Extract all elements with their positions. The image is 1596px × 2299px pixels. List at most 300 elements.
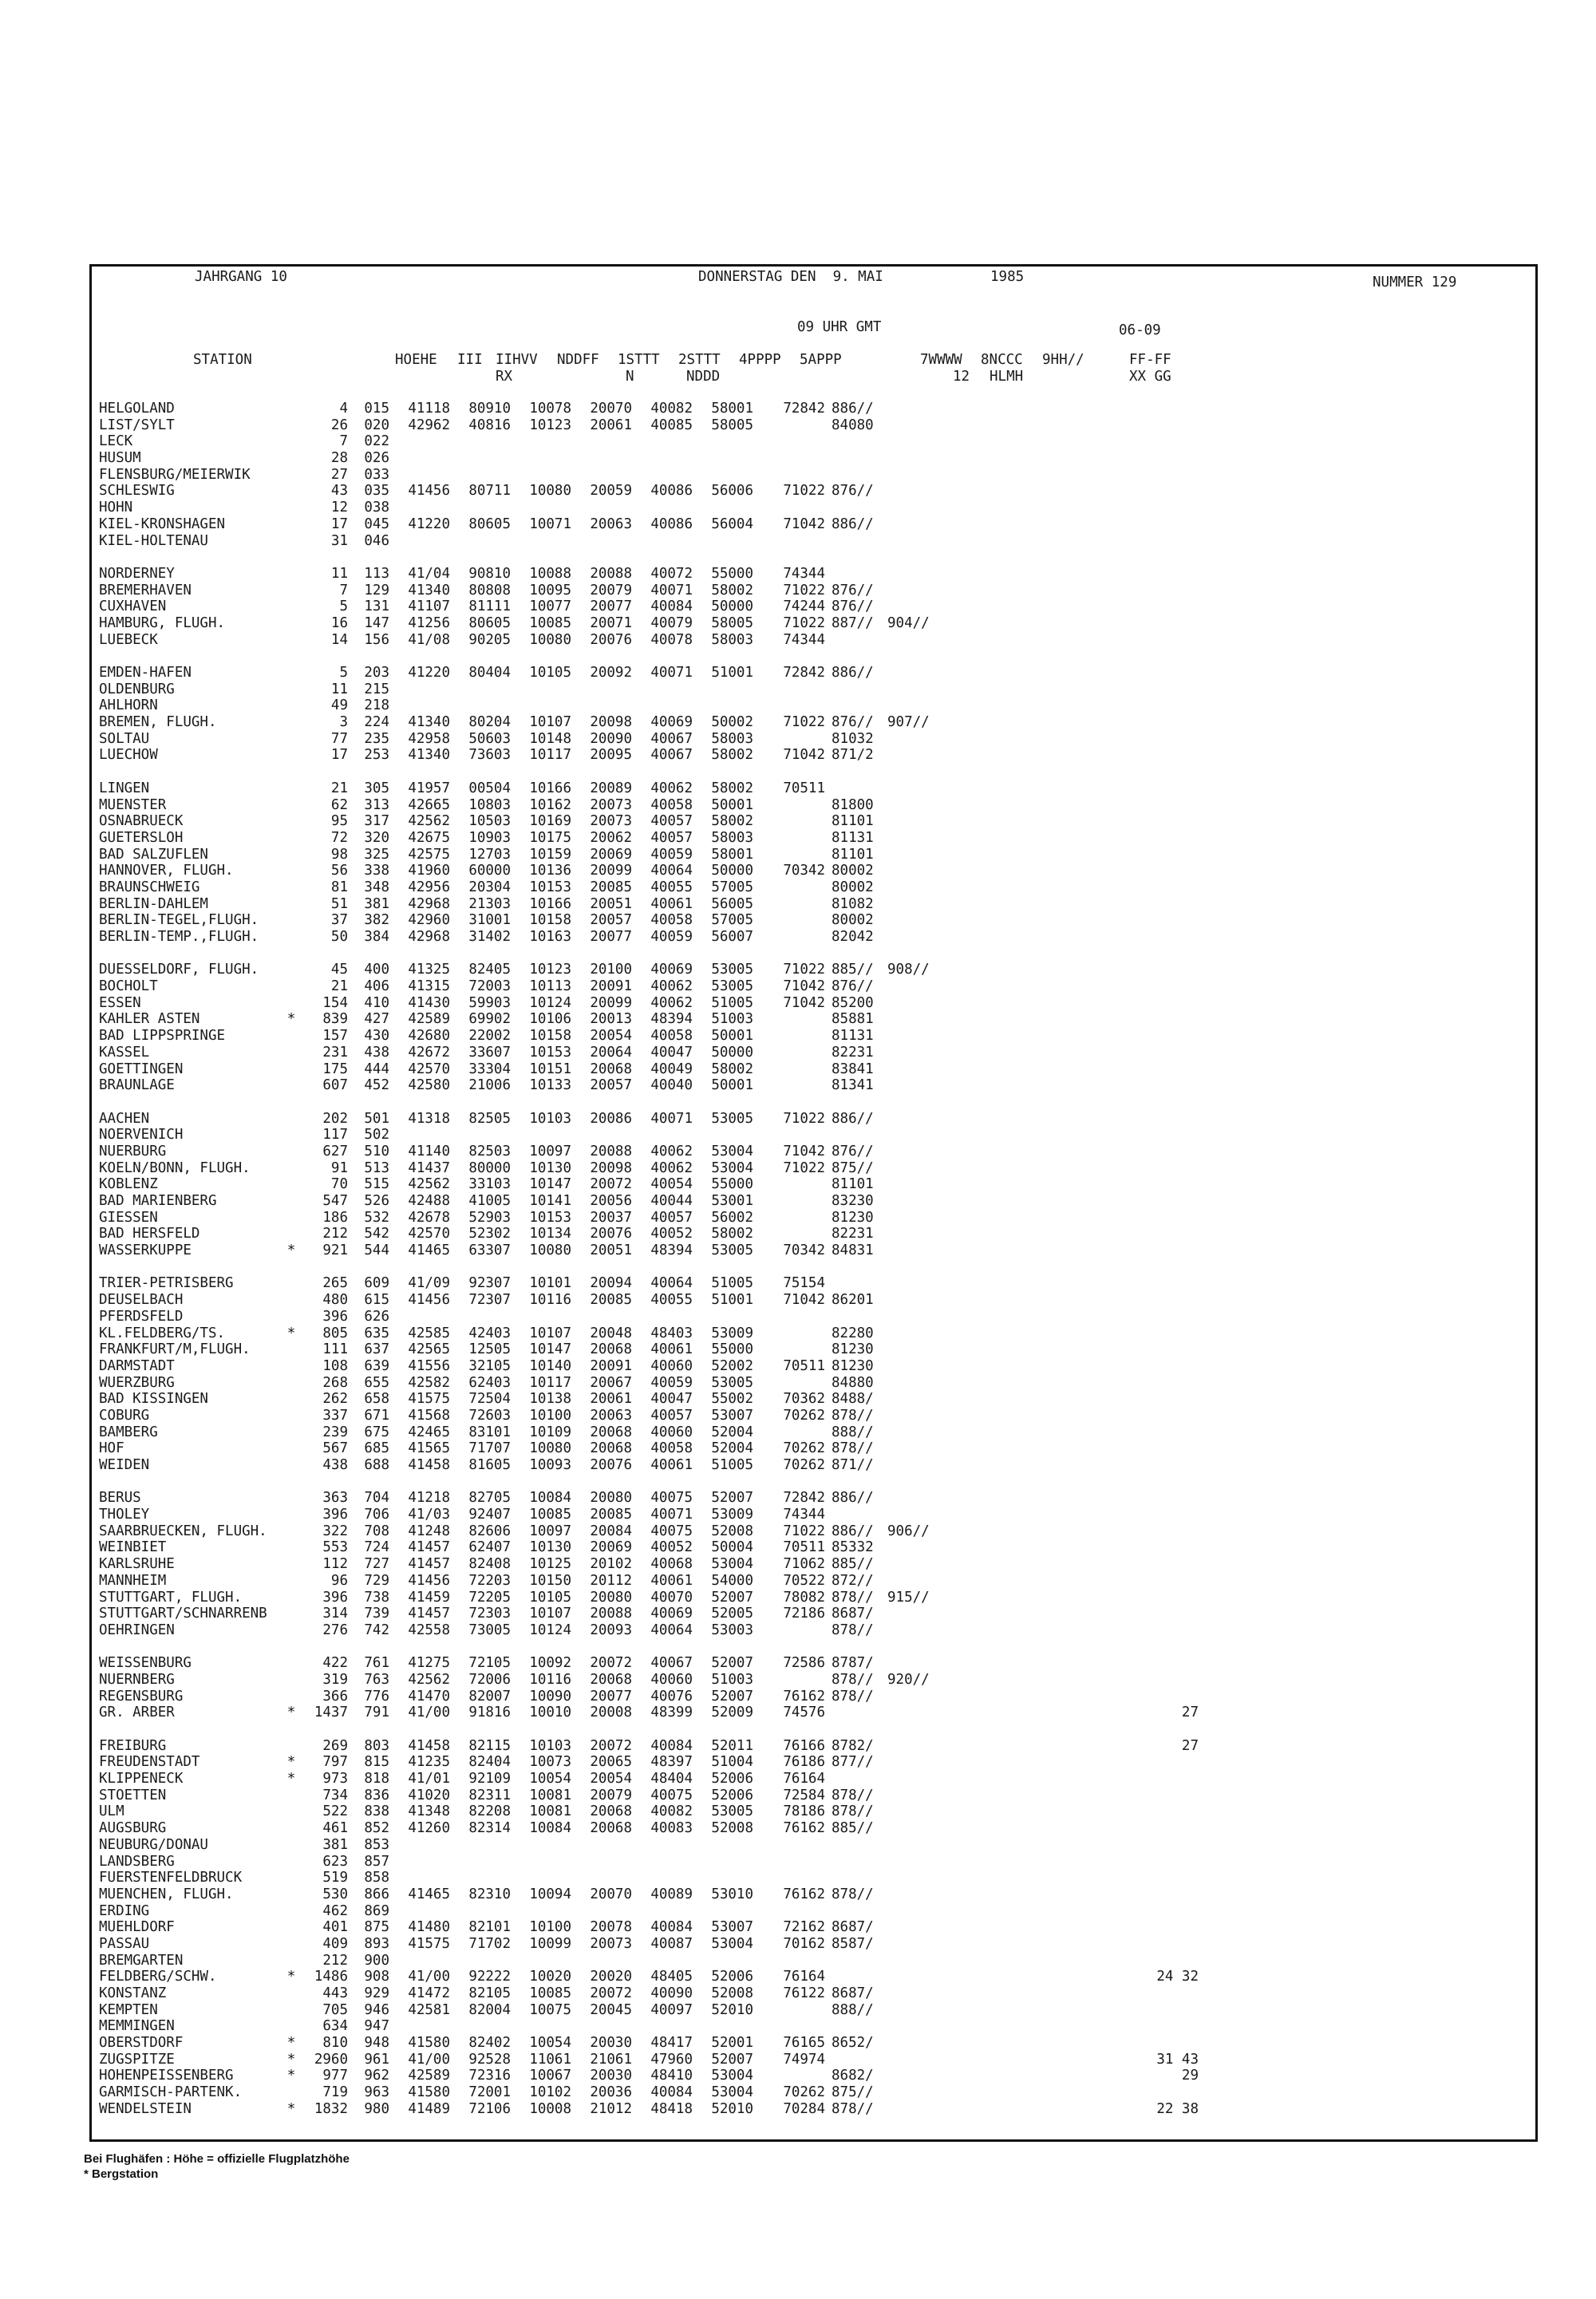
synop-group: 53009 [711,1325,753,1341]
synop-group: 33103 [468,1176,511,1193]
synop-group: 82314 [468,1820,511,1837]
synop-group: 10054 [529,2035,571,2052]
synop-group: 50001 [711,796,753,813]
station-height: 5 [339,598,348,615]
cloud-group: 83841 [832,1061,874,1077]
wind-gust-group: 31 43 [1156,2051,1199,2068]
station-height: 50 [330,929,348,945]
synop-group: 82402 [468,2035,511,2052]
table-row [99,1176,1199,1193]
table-row [99,1523,1199,1540]
station-height: 719 [322,2084,348,2101]
table-row [99,1011,1199,1028]
station-height: 98 [330,846,348,863]
table-row [99,697,1199,714]
synop-group: 71702 [468,1935,511,1952]
synop-group: 41580 [408,2084,450,2101]
station-number: 947 [364,2018,389,2035]
synop-group: 10158 [529,912,571,929]
cloud-group: 84080 [832,417,874,433]
synop-group: 20072 [590,1176,632,1193]
synop-group: 41465 [408,1886,450,1902]
table-row [99,978,1199,995]
synop-group: 52903 [468,1209,511,1226]
station-number: 685 [364,1440,389,1457]
synop-group: 40061 [650,1341,693,1358]
synop-group: 42678 [408,1209,450,1226]
mountain-station-mark: * [286,1704,296,1721]
station-height: 530 [322,1886,348,1902]
synop-group: 10020 [529,1969,571,1985]
station-height: 117 [322,1127,348,1144]
station-name: TRIER-PETRISBERG [99,1275,234,1292]
station-name: KAHLER ASTEN [99,1011,200,1028]
synop-group: 50000 [711,598,753,615]
synop-group: 10162 [529,796,571,813]
station-height: 337 [322,1407,348,1424]
station-number: 776 [364,1688,389,1704]
station-name: GARMISCH-PARTENK. [99,2084,243,2101]
station-number: 635 [364,1325,389,1341]
station-height: 16 [330,614,348,631]
station-number: 869 [364,1902,389,1919]
table-row [99,450,1199,467]
wind-gust-group: 29 [1181,2068,1199,2084]
synop-group: 82105 [468,1985,511,2001]
station-height: 108 [322,1357,348,1374]
weather-group: 76164 [783,1771,825,1787]
station-height: 7 [339,433,348,450]
synop-group: 58002 [711,582,753,598]
station-height: 5 [339,665,348,681]
station-height: 839 [322,1011,348,1028]
weather-group: 70511 [783,1357,825,1374]
synop-group: 40068 [650,1556,693,1573]
synop-group: 10090 [529,1688,571,1704]
station-height: 3 [339,714,348,731]
cloud-group: 8682/ [832,2068,874,2084]
synop-group: 10078 [529,401,571,417]
table-row [99,1144,1199,1160]
weather-group: 75154 [783,1275,825,1292]
station-height: 623 [322,1853,348,1870]
table-row [99,1655,1199,1672]
station-height: 921 [322,1242,348,1259]
jahrgang: JAHRGANG 10 [195,269,287,285]
synop-group: 41348 [408,1803,450,1820]
station-height: 607 [322,1077,348,1094]
synop-group: 20065 [590,1754,632,1771]
synop-group: 42960 [408,912,450,929]
weather-group: 76122 [783,1985,825,2001]
weather-group: 70511 [783,1539,825,1556]
table-row [99,467,1199,484]
station-name: NUERBURG [99,1143,167,1159]
table-row [99,1771,1199,1787]
synop-group: 41580 [408,2035,450,2052]
table-row [99,1242,1199,1259]
table-row [99,1539,1199,1556]
table-row [99,1077,1199,1094]
station-name: FRANKFURT/M,FLUGH. [99,1341,251,1358]
table-row [99,1408,1199,1424]
station-number: 866 [364,1886,389,1902]
synop-group: 20093 [590,1622,632,1638]
station-number: 637 [364,1341,389,1358]
station-name: WASSERKUPPE [99,1242,192,1259]
synop-group: 40070 [650,1589,693,1606]
station-height: 4 [339,401,348,417]
synop-group: 40079 [650,614,693,631]
synop-group: 52005 [711,1606,753,1622]
station-number: 893 [364,1935,389,1952]
weather-group: 71022 [783,962,825,978]
table-row [99,1457,1199,1474]
station-name: LUEBECK [99,631,158,648]
synop-group: 10803 [468,796,511,813]
synop-group: 73603 [468,747,511,764]
synop-group: 42958 [408,730,450,747]
synop-group: 20037 [590,1209,632,1226]
col-iii: III [457,352,483,368]
station-number: 675 [364,1424,389,1440]
station-name: BOCHOLT [99,978,158,995]
synop-group: 10116 [529,1292,571,1309]
synop-group: 10077 [529,598,571,615]
synop-group: 53005 [711,1803,753,1820]
station-number: 724 [364,1539,389,1556]
synop-group: 48418 [650,2100,693,2117]
synop-group: 42589 [408,1011,450,1028]
synop-group: 40084 [650,598,693,615]
cloud-group: 875// [832,1159,874,1176]
cloud-group: 8587/ [832,1935,874,1952]
synop-group: 10166 [529,780,571,796]
mountain-station-mark: * [286,2068,296,2084]
synop-group: 48410 [650,2068,693,2084]
station-name: EMDEN-HAFEN [99,665,192,681]
table-row [99,1622,1199,1639]
table-row [99,433,1199,450]
synop-group: 10124 [529,994,571,1011]
synop-group: 20091 [590,978,632,995]
synop-group: 71707 [468,1440,511,1457]
table-row [99,780,1199,797]
station-name: SAARBRUECKEN, FLUGH. [99,1523,267,1539]
synop-group: 58002 [711,813,753,830]
synop-group: 40057 [650,813,693,830]
weather-group: 70284 [783,2100,825,2117]
synop-group: 72316 [468,2068,511,2084]
synop-group: 55000 [711,565,753,582]
weather-group: 70262 [783,1457,825,1473]
synop-group: 53005 [711,1242,753,1259]
synop-group: 20090 [590,730,632,747]
synop-group: 41248 [408,1523,450,1539]
synop-group: 10158 [529,1028,571,1045]
cloud-group: 81082 [832,895,874,912]
cloud-group: 82042 [832,929,874,945]
station-number: 857 [364,1853,389,1870]
table-row [99,1854,1199,1870]
synop-group: 10105 [529,1589,571,1606]
synop-group: 42565 [408,1341,450,1358]
synop-group: 41/03 [408,1507,450,1523]
synop-group: 51001 [711,1292,753,1309]
table-row [99,1507,1199,1523]
synop-group: 40084 [650,1919,693,1936]
report-year: 1985 [990,269,1025,285]
synop-group: 50603 [468,730,511,747]
weather-group: 74344 [783,565,825,582]
synop-group: 32105 [468,1357,511,1374]
table-row [99,1226,1199,1242]
col-nddff: NDDFF [557,352,599,368]
synop-group: 53005 [711,962,753,978]
synop-group: 40062 [650,1143,693,1159]
synop-group: 10071 [529,515,571,532]
station-name: BAMBERG [99,1424,158,1440]
synop-group: 20100 [590,962,632,978]
group-separator [99,1721,1199,1738]
cloud-group: 888// [832,2001,874,2018]
station-name: DEUSELBACH [99,1292,184,1309]
synop-group: 41472 [408,1985,450,2001]
station-name: ESSEN [99,994,141,1011]
station-number: 727 [364,1556,389,1573]
station-number: 818 [364,1771,389,1787]
synop-group: 20078 [590,1919,632,1936]
synop-group: 48394 [650,1242,693,1259]
station-number: 438 [364,1044,389,1061]
table-row [99,1936,1199,1953]
synop-group: 20068 [590,1803,632,1820]
col-ff: FF-FF [1129,352,1171,368]
station-height: 70 [330,1176,348,1193]
synop-group: 20076 [590,1226,632,1242]
synop-group: 42581 [408,2001,450,2018]
weather-group: 71022 [783,483,825,500]
station-height: 363 [322,1490,348,1507]
table-row [99,401,1199,417]
station-height: 17 [330,515,348,532]
synop-group: 22002 [468,1028,511,1045]
synop-group: 21061 [590,2051,632,2068]
station-height: 461 [322,1820,348,1837]
station-height: 2960 [314,2051,348,2068]
synop-group: 20080 [590,1589,632,1606]
station-name: FREIBURG [99,1737,167,1754]
synop-group: 41/09 [408,1275,450,1292]
synop-group: 10153 [529,1044,571,1061]
synop-group: 42582 [408,1374,450,1391]
synop-group: 53004 [711,1159,753,1176]
weather-group: 71022 [783,714,825,731]
cloud-group: 82280 [832,1325,874,1341]
synop-group: 20070 [590,401,632,417]
cloud-group: 871// [832,1457,874,1473]
table-row [99,516,1199,533]
weather-group: 78082 [783,1589,825,1606]
station-name: AACHEN [99,1110,150,1127]
station-number: 532 [364,1209,389,1226]
synop-group: 10080 [529,483,571,500]
weather-group: 74344 [783,631,825,648]
station-number: 113 [364,565,389,582]
synop-group: 42570 [408,1226,450,1242]
station-number: 406 [364,978,389,995]
visibility-group: 904// [887,614,930,631]
cloud-group: 886// [832,401,874,417]
table-row [99,533,1199,550]
station-name: MEMMINGEN [99,2018,175,2035]
synop-group: 10106 [529,1011,571,1028]
weather-group: 74576 [783,1704,825,1721]
synop-group: 40055 [650,1292,693,1309]
weather-group: 72842 [783,665,825,681]
station-name: HOHN [99,500,133,516]
table-row [99,962,1199,978]
synop-group: 20089 [590,780,632,796]
synop-group: 82408 [468,1556,511,1573]
synop-group: 80605 [468,515,511,532]
synop-group: 50001 [711,1077,753,1094]
station-name: BREMEN, FLUGH. [99,714,217,731]
table-row [99,879,1199,896]
synop-group: 00504 [468,780,511,796]
table-row [99,1556,1199,1573]
col-9hh: 9HH// [1042,352,1084,368]
station-name: BAD MARIENBERG [99,1193,217,1209]
station-name: ZUGSPITZE [99,2051,175,2068]
station-name: SOLTAU [99,730,150,747]
station-height: 265 [322,1275,348,1292]
station-number: 838 [364,1803,389,1820]
synop-group: 20067 [590,1374,632,1391]
cloud-group: 885// [832,1556,874,1573]
synop-group: 20073 [590,796,632,813]
weather-group: 71022 [783,1110,825,1127]
synop-group: 20098 [590,714,632,731]
station-name: ULM [99,1803,124,1820]
synop-group: 72106 [468,2100,511,2117]
station-number: 427 [364,1011,389,1028]
synop-group: 41340 [408,714,450,731]
station-number: 515 [364,1176,389,1193]
station-name: BRAUNLAGE [99,1077,175,1094]
synop-group: 60000 [468,863,511,879]
station-height: 438 [322,1457,348,1473]
table-row [99,995,1199,1012]
synop-group: 41256 [408,614,450,631]
weather-group: 74344 [783,1507,825,1523]
synop-group: 80711 [468,483,511,500]
station-name: BERLIN-TEMP.,FLUGH. [99,929,259,945]
station-name: HOF [99,1440,124,1457]
synop-group: 20008 [590,1704,632,1721]
mountain-station-mark: * [286,1771,296,1787]
synop-group: 10073 [529,1754,571,1771]
synop-group: 20061 [590,1391,632,1408]
synop-group: 20068 [590,1671,632,1688]
synop-group: 20088 [590,565,632,582]
synop-group: 40047 [650,1044,693,1061]
synop-group: 20073 [590,813,632,830]
station-number: 639 [364,1357,389,1374]
synop-group: 20013 [590,1011,632,1028]
station-height: 276 [322,1622,348,1638]
station-name: KASSEL [99,1044,150,1061]
synop-group: 42403 [468,1325,511,1341]
synop-group: 41568 [408,1407,450,1424]
synop-group: 10163 [529,929,571,945]
table-row [99,1061,1199,1078]
synop-group: 20036 [590,2084,632,2101]
synop-group: 52010 [711,2100,753,2117]
synop-group: 56005 [711,895,753,912]
synop-group: 41457 [408,1539,450,1556]
visibility-group: 908// [887,962,930,978]
synop-group: 20057 [590,912,632,929]
cloud-group: 86201 [832,1292,874,1309]
station-number: 253 [364,747,389,764]
synop-group: 52008 [711,1820,753,1837]
station-number: 963 [364,2084,389,2101]
cloud-group: 85200 [832,994,874,1011]
station-height: 977 [322,2068,348,2084]
station-number: 980 [364,2100,389,2117]
synop-group: 51003 [711,1671,753,1688]
table-row [99,681,1199,698]
station-name: MUENSTER [99,796,167,813]
station-number: 544 [364,1242,389,1259]
station-height: 95 [330,813,348,830]
group-separator [99,1094,1199,1111]
synop-group: 58003 [711,730,753,747]
station-name: LANDSBERG [99,1853,175,1870]
table-row [99,714,1199,731]
station-number: 626 [364,1308,389,1325]
synop-group: 82208 [468,1803,511,1820]
synop-group: 62403 [468,1374,511,1391]
synop-group: 82007 [468,1688,511,1704]
table-row [99,1325,1199,1342]
station-height: 28 [330,450,348,467]
synop-group: 40060 [650,1671,693,1688]
synop-group: 50001 [711,1028,753,1045]
station-name: FLENSBURG/MEIERWIK [99,466,251,483]
table-row [99,813,1199,830]
synop-group: 92407 [468,1507,511,1523]
station-name: HUSUM [99,450,141,467]
visibility-group: 907// [887,714,930,731]
station-height: 634 [322,2018,348,2035]
synop-group: 40064 [650,1275,693,1292]
station-height: 705 [322,2001,348,2018]
table-row [99,632,1199,649]
station-height: 212 [322,1226,348,1242]
synop-group: 10080 [529,1440,571,1457]
station-name: GR. ARBER [99,1704,175,1721]
station-name: KARLSRUHE [99,1556,175,1573]
synop-group: 42575 [408,846,450,863]
synop-group: 20062 [590,829,632,846]
synop-group: 41107 [408,598,450,615]
synop-group: 21303 [468,895,511,912]
cloud-group: 82231 [832,1226,874,1242]
weather-group: 74974 [783,2051,825,2068]
synop-group: 40062 [650,1159,693,1176]
